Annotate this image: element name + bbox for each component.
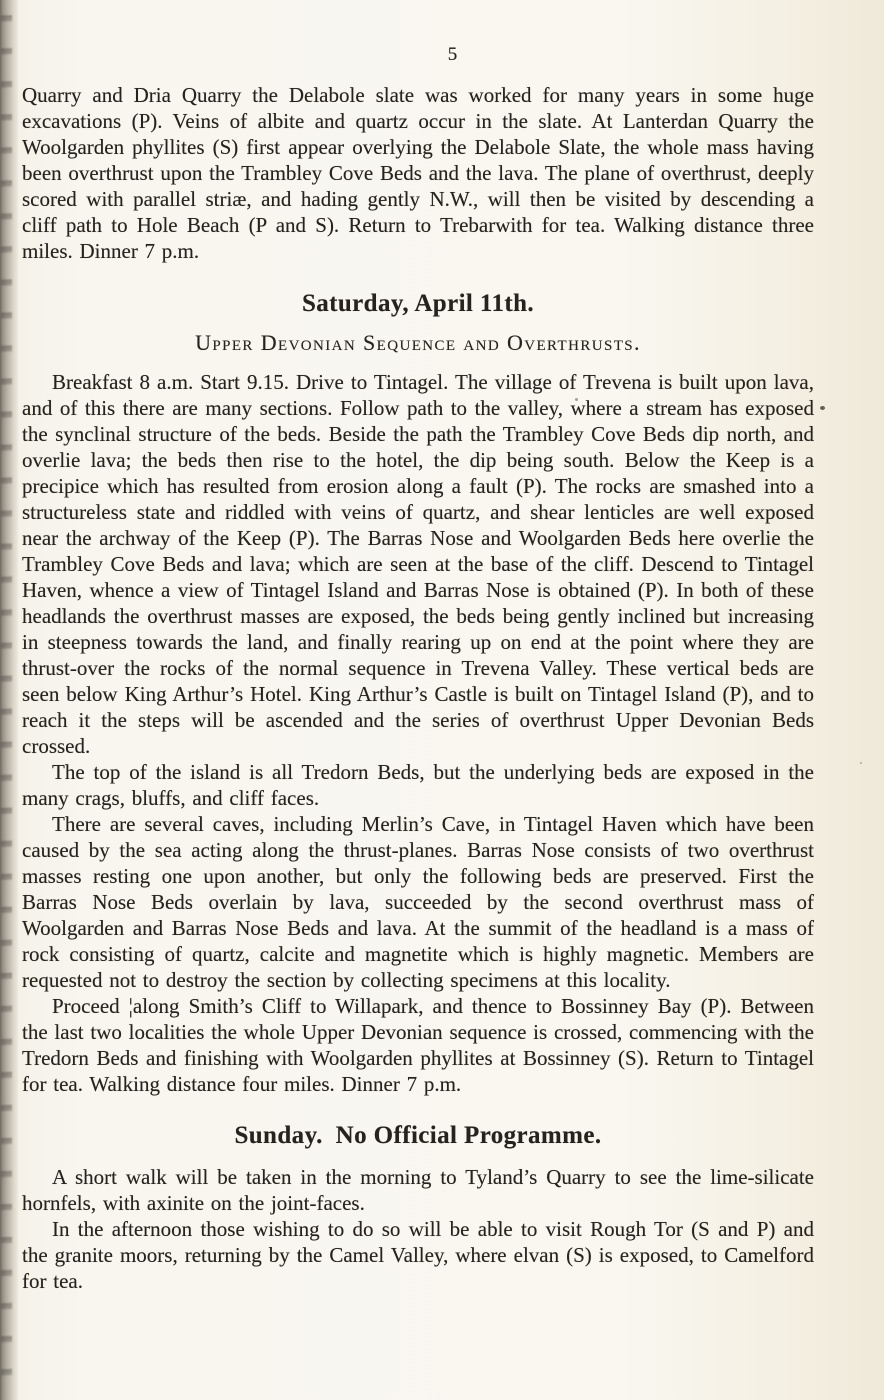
- saturday-heading: Saturday, April 11th.: [301, 290, 535, 317]
- paragraph-sunday-2: In the afternoon those wishing to do so will be able to visit Rough Tor (S and P) and the granite moors, returning by the Camel Valley, where elvan (S) is exposed, to Camelford for tea.: [22, 1217, 814, 1293]
- ink-speck: [820, 406, 825, 410]
- ink-speck: [860, 762, 862, 764]
- saturday-subheading: Upper Devonian Sequence and Overthrusts.: [195, 330, 641, 355]
- paragraph-saturday-4: Proceed ¦along Smith’s Cliff to Willapark, and thence to Bossinney Bay (P). Between the last two localities the whole Upper Devonian sequence is crossed, commencing with the Tredorn Beds and finishing with Woolgarden phyllites at Bossinney (S). Return to Tintagel for tea. Walking distance four miles. Dinner 7 p.m.: [22, 994, 814, 1096]
- paragraph-saturday-1: Breakfast 8 a.m. Start 9.15. Drive to Tintagel. The village of Trevena is built upon lava, and of this there are many sections. Follow path to the valley, where a stream has exposed the synclinal structure of the beds. Beside the path the Trambley Cove Beds dip north, and overlie lava; the beds then rise to the hotel, the dip being south. Below the Keep is a precipice which has resulted from erosion along a fault (P). The rocks are smashed into a structureless state and riddled with veins of quartz, and shear lenticles are well exposed near the archway of the Keep (P). The Barras Nose and Woolgarden Beds here overlie the Trambley Cove Beds and lava; which are seen at the base of the cliff. Descend to Tintagel Haven, whence a view of Tintagel Island and Barras Nose is obtained (P). In both of these headlands the overthrust masses are exposed, the beds being gently inclined but increasing in steepness towards the land, and finally rearing up on end at the point where they are thrust-over the rocks of the normal sequence in Trevena Valley. These vertical beds are seen below King Arthur’s Hotel. King Arthur’s Castle is built on Tintagel Island (P), and to reach it the steps will be ascended and the series of overthrust Upper Devonian Beds crossed.: [22, 370, 814, 758]
- text-block: [22, 44, 814, 1294]
- paragraph-sunday-1: A short walk will be taken in the morning to Tyland’s Quarry to see the lime-silicate hornfels, with axinite on the joint-faces.: [22, 1165, 814, 1215]
- paragraph-saturday-2: The top of the island is all Tredorn Beds, but the underlying beds are exposed in the many crags, bluffs, and cliff faces.: [22, 760, 814, 810]
- paragraph-saturday-3: There are several caves, including Merlin’s Cave, in Tintagel Haven which have been caused by the sea acting along the thrust-planes. Barras Nose consists of two overthrust masses resting one upon another, but only the following beds are preserved. First the Barras Nose Beds overlain by lava, succeeded by the second overthrust mass of Woolgarden and Barras Nose Beds and lava. At the summit of the headland is a mass of rock consisting of quartz, calcite and magnetite which is highly magnetic. Members are requested not to destroy the section by collecting specimens at this locality.: [22, 812, 814, 992]
- page-number: 5: [447, 44, 459, 65]
- book-gutter: [0, 0, 19, 1400]
- continuation-paragraph: Quarry and Dria Quarry the Delabole slate was worked for many years in some huge excavations (P). Veins of albite and quartz occur in the slate. At Lanterdan Quarry the Woolgarden phyllites (S) first appear overlying the Delabole Slate, the whole mass having been overthrust upon the Trambley Cove Beds and the lava. The plane of overthrust, deeply scored with parallel striæ, and hading gently N.W., will then be visited by descending a cliff path to Hole Beach (P and S). Return to Trebarwith for tea. Walking distance three miles. Dinner 7 p.m.: [22, 83, 814, 263]
- sunday-heading: Sunday. No Official Programme.: [234, 1122, 602, 1149]
